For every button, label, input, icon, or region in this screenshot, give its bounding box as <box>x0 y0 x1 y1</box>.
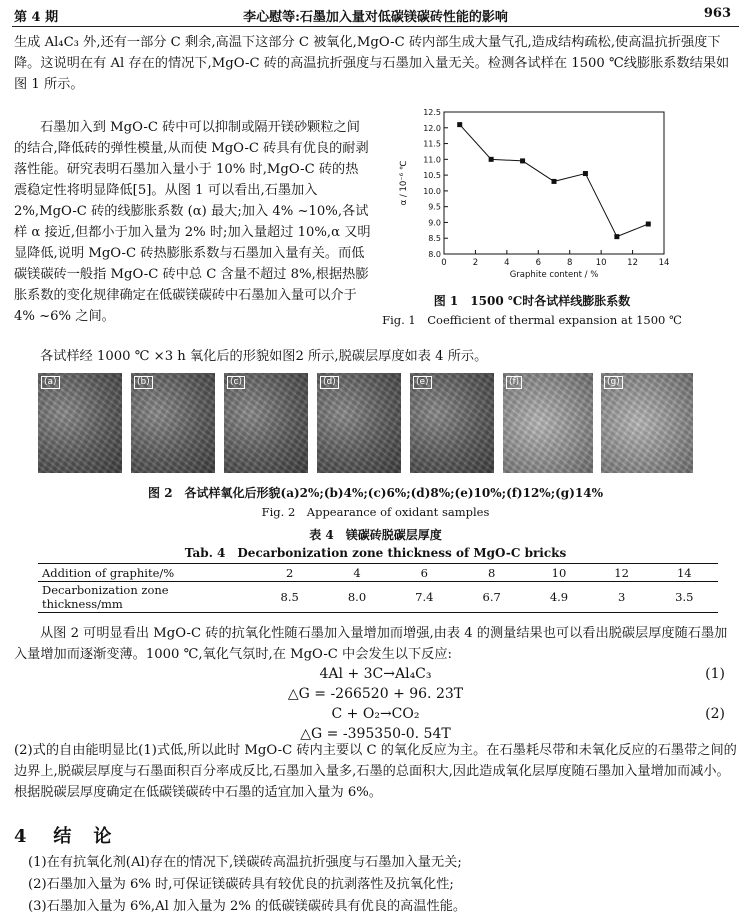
section-title: 结 论 <box>53 826 114 847</box>
x-tick-label: 14 <box>658 258 670 268</box>
y-tick-label: 8.5 <box>428 234 441 244</box>
table-cell: 4.9 <box>549 590 569 604</box>
y-tick-label: 10.5 <box>423 171 441 181</box>
equation-1-number: (1) <box>705 666 725 682</box>
x-tick-label: 12 <box>627 258 638 268</box>
paragraph-4: 从图 2 可明显看出 MgO-C 砖的抗氧化性随石墨加入量增加而增强,由表 4 的测量结果也可以看出脱碳层厚度随石墨加入量增加而逐渐变薄。1000 ℃,氧化气氛时,在 MgO-C 中会发生以下反应: <box>14 626 728 662</box>
table-cell: 14 <box>651 564 718 582</box>
sample-photo-g <box>601 373 693 473</box>
table-cell: 8.5 <box>280 590 299 604</box>
equation-2-number: (2) <box>705 706 725 722</box>
conclusion-item: (2)石墨加入量为 6% 时,可保证镁碳砖具有较优良的抗剥落性及抗氧化性; <box>28 877 454 892</box>
y-tick-label: 9.0 <box>428 218 441 228</box>
table-cell: 2 <box>256 564 323 582</box>
data-point <box>552 179 557 184</box>
table-cell: 12 <box>593 564 651 582</box>
figure-1-caption-cn: 图 1 1500 ℃时各试样线膨胀系数 <box>433 294 631 308</box>
photo-label-e: (e) <box>413 376 432 389</box>
data-point <box>489 157 494 162</box>
figure-2-photos <box>38 373 718 475</box>
figure-2-caption-en: Fig. 2 Appearance of oxidant samples <box>261 505 490 519</box>
table-cell: 4 <box>323 564 390 582</box>
section-number: 4 <box>14 826 29 847</box>
x-tick-label: 0 <box>441 258 447 268</box>
x-tick-label: 4 <box>504 258 510 268</box>
table-cell: 3 <box>617 590 626 604</box>
paragraph-3: 各试样经 1000 ℃ ×3 h 氧化后的形貌如图2 所示,脱碳层厚度如表 4 所示。 <box>40 349 488 364</box>
sample-photo-e <box>410 373 494 473</box>
y-tick-label: 8.0 <box>428 250 441 259</box>
table-cell: 6.7 <box>482 590 501 604</box>
photo-label-g: (g) <box>604 376 623 389</box>
photo-label-d: (d) <box>320 376 339 389</box>
table-cell: 10 <box>525 564 592 582</box>
row-1-label: Addition of graphite/% <box>38 564 256 582</box>
conclusion-item: (1)在有抗氧化剂(Al)存在的情况下,镁碳砖高温抗折强度与石墨加入量无关; <box>28 855 462 870</box>
data-point <box>457 122 462 127</box>
x-tick-label: 2 <box>472 258 479 268</box>
x-tick-label: 6 <box>535 258 541 268</box>
y-tick-label: 12.0 <box>423 123 441 133</box>
data-point <box>583 171 588 176</box>
conclusion-item: (3)石墨加入量为 6%,Al 加入量为 2% 的低碳镁碳砖具有优良的高温性能。 <box>28 899 467 914</box>
section-heading <box>14 822 113 848</box>
table-cell: 3.5 <box>675 590 694 604</box>
photo-label-c: (c) <box>227 376 245 389</box>
x-axis-label: Graphite content / % <box>509 270 599 280</box>
y-tick-label: 11.5 <box>423 139 441 149</box>
table-4-title-en: Tab. 4 Decarbonization zone thickness of MgO-C bricks <box>184 546 567 560</box>
issue-number: 第 4 期 <box>14 10 59 25</box>
data-point <box>614 234 619 239</box>
sample-photo-f <box>503 373 593 473</box>
table-cell: 7.4 <box>415 590 434 604</box>
photo-label-f: (f) <box>506 376 522 389</box>
table-cell: 6 <box>391 564 458 582</box>
table-cell: 8 <box>458 564 525 582</box>
sample-photo-a <box>38 373 122 473</box>
table-row <box>38 564 718 582</box>
data-point <box>520 158 525 163</box>
x-tick-label: 10 <box>595 258 607 268</box>
figure-2-caption-cn: 图 2 各试样氧化后形貌(a)2%;(b)4%;(c)6%;(d)8%;(e)10%;(f)12%;(g)14% <box>148 486 603 500</box>
equation-1-free-energy: △G = -266520 + 96. 23T <box>287 686 464 702</box>
paragraph-2: 石墨加入到 MgO-C 砖中可以抑制或隔开镁砂颗粒之间的结合,降低砖的弹性模量,从而使 MgO-C 砖具有优良的耐剥落性能。研究表明石墨加入量小于 10% 时,MgO-C 砖的热震稳定性将明显降低[5]。从图 1 可以看出,石墨加入 2%,MgO-C 砖的线膨胀系数 (α) 最大;加入 4% ~10%,各试样 α 接近,但都小于加入量为 2% 时;加入量超过 10%,α 又明显降低,说明 MgO-C 砖热膨胀系数与石墨加入量有关。而低碳镁碳砖一般指 MgO-C 砖中总 C 含量不超过 8%,根据热膨胀系数的变化规律确定在低碳镁碳砖中石墨加入量可以介于 4% ~6% 之间。 <box>14 120 371 324</box>
table-row <box>38 582 718 613</box>
y-axis-label: α / 10⁻⁶ ℃ <box>399 160 409 206</box>
y-tick-label: 11.0 <box>423 155 441 165</box>
sample-photo-d <box>317 373 401 473</box>
data-point <box>646 222 651 227</box>
header-rule <box>12 26 739 27</box>
paragraph-1: 生成 Al₄C₃ 外,还有一部分 C 剩余,高温下这部分 C 被氧化,MgO-C 砖内部生成大量气孔,造成结构疏松,使高温抗折强度下降。这说明在有 Al 存在的情况下,MgO-C 砖的高温抗折强度与石墨加入量无关。检测各试样在 1500 ℃线膨胀系数结果如图 1 所示。 <box>14 35 730 92</box>
equation-2-free-energy: △G = -395350-0. 54T <box>300 726 451 742</box>
paragraph-5: (2)式的自由能明显比(1)式低,所以此时 MgO-C 砖内主要以 C 的氧化反应为主。在石墨耗尽带和未氧化反应的石墨带之间的边界上,脱碳层厚度与石墨面积百分率成反比,石墨加入量多,石墨的总面积大,因此造成氧化层厚度随石墨加入量增加而减小。根据脱碳层厚度确定在低碳镁碳砖中石墨的适宜加入量为 6%。 <box>14 743 737 800</box>
y-tick-label: 9.5 <box>428 202 441 212</box>
equation-2: C + O₂→CO₂ <box>331 706 420 722</box>
y-tick-label: 12.5 <box>423 108 441 117</box>
figure-1-caption-en: Fig. 1 Coefficient of thermal expansion at 1500 ℃ <box>382 313 682 327</box>
equation-1: 4Al + 3C→Al₄C₃ <box>319 666 432 682</box>
y-tick-label: 10.0 <box>423 186 441 196</box>
figure-1-chart <box>382 104 682 294</box>
page-number: 963 <box>703 6 731 21</box>
table-4-title-cn: 表 4 镁碳砖脱碳层厚度 <box>309 528 442 542</box>
table-cell: 8.0 <box>347 590 367 604</box>
x-tick-label: 8 <box>567 258 573 268</box>
table-4 <box>38 563 718 613</box>
running-title: 李心慰等:石墨加入量对低碳镁碳砖性能的影响 <box>243 10 508 25</box>
sample-photo-b <box>131 373 215 473</box>
photo-label-b: (b) <box>134 376 153 389</box>
sample-photo-c <box>224 373 308 473</box>
row-2-label: Decarbonization zone thickness/mm <box>42 583 169 611</box>
photo-label-a: (a) <box>41 376 60 389</box>
